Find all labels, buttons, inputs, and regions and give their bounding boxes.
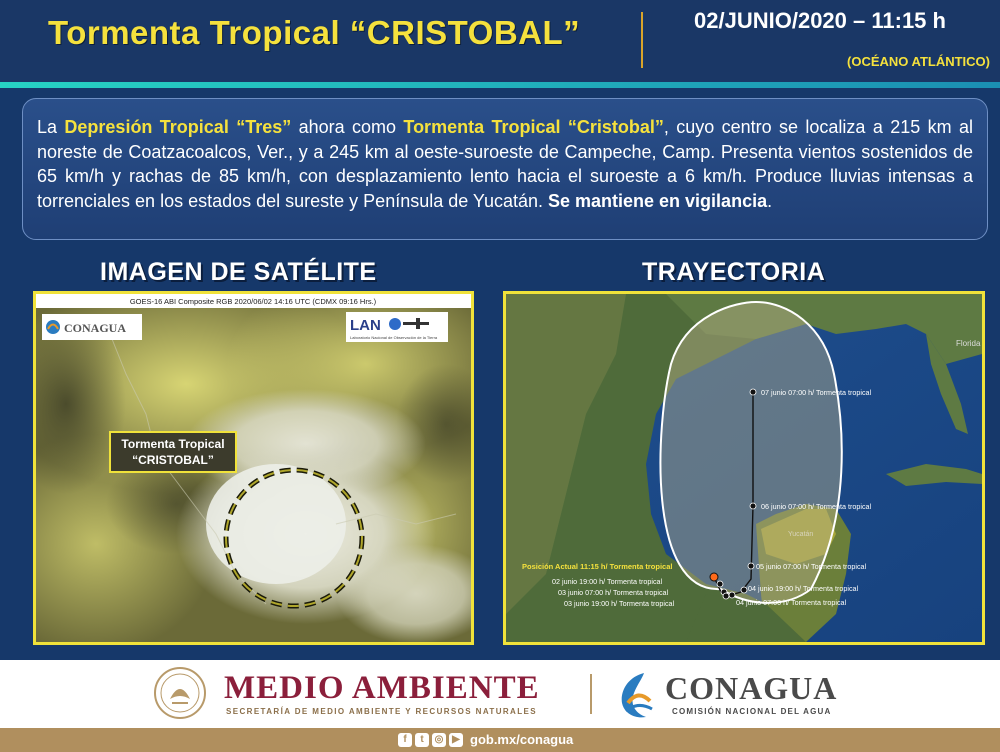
depression-name: Depresión Tropical “Tres” (64, 117, 292, 137)
vigilance-status: Se mantiene en vigilancia (548, 190, 768, 211)
header-stripe (0, 82, 1000, 88)
satellite-caption: GOES-16 ABI Composite RGB 2020/06/02 14:16 UTC (CDMX 09:16 Hrs.) (129, 297, 377, 306)
lanot-logo (346, 312, 448, 342)
medio-ambiente-subtitle: SECRETARÍA DE MEDIO AMBIENTE Y RECURSOS NATURALES (226, 707, 537, 716)
svg-text:“CRISTOBAL”: “CRISTOBAL” (132, 453, 214, 467)
twitter-icon[interactable]: t (415, 733, 429, 747)
header-divider (641, 12, 643, 68)
website-link[interactable]: gob.mx/conagua (470, 732, 574, 747)
label-jun05: 05 junio 07:00 h/ Tormenta tropical (756, 562, 867, 571)
mexico-seal-icon (150, 665, 210, 721)
svg-text:LAN: LAN (350, 317, 381, 334)
facebook-icon[interactable]: f (398, 733, 412, 747)
track-point-jun02-19 (717, 581, 723, 587)
yucatan-label: Yucatán (788, 531, 814, 538)
conagua-logo-icon (614, 667, 660, 721)
label-jun03-07: 03 junio 07:00 h/ Tormenta tropical (558, 588, 669, 597)
current-position-label: Posición Actual 11:15 h/ Tormenta tropical (522, 562, 673, 571)
conagua-title: CONAGUA (665, 670, 838, 706)
track-point-jun05 (748, 563, 754, 569)
bulletin-datetime: 02/JUNIO/2020 – 11:15 h (694, 8, 946, 33)
bottom-bar (0, 728, 1000, 752)
footer-divider (590, 674, 592, 714)
track-point-jun04-19 (741, 587, 747, 593)
track-point-jun06 (750, 503, 756, 509)
description-box (22, 98, 988, 240)
youtube-icon[interactable]: ▶ (449, 733, 463, 747)
trajectory-section-title: TRAYECTORIA (642, 258, 826, 286)
medio-ambiente-title: MEDIO AMBIENTE (224, 670, 540, 706)
current-position-marker (710, 573, 718, 581)
label-jun02-19: 02 junio 19:00 h/ Tormenta tropical (552, 577, 663, 586)
trajectory-map-panel (503, 291, 985, 645)
satellite-section-title: IMAGEN DE SATÉLITE (100, 258, 377, 286)
conagua-logo-small (42, 314, 142, 340)
instagram-icon[interactable]: ◎ (432, 733, 446, 747)
svg-text:Laboratorio Nacional de Observ: Laboratorio Nacional de Observación de la Tierra (350, 335, 438, 340)
track-point-jun03-19 (723, 593, 729, 599)
label-jun06: 06 junio 07:00 h/ Tormenta tropical (761, 502, 872, 511)
satellite-image-panel (33, 291, 474, 645)
header-bar (0, 0, 1000, 82)
label-jun04-19: 04 junio 19:00 h/ Tormenta tropical (748, 584, 859, 593)
florida-label: Florida (956, 339, 981, 348)
track-point-jun04-07 (729, 592, 735, 598)
label-jun04-07: 04 junio 07:00 h/ Tormenta tropical (736, 598, 847, 607)
page-title: Tormenta Tropical “CRISTOBAL” (48, 14, 581, 51)
svg-text:CONAGUA: CONAGUA (64, 321, 126, 335)
conagua-subtitle: COMISIÓN NACIONAL DEL AGUA (672, 707, 832, 716)
track-point-jun07 (750, 389, 756, 395)
storm-label-box (110, 432, 236, 472)
label-jun03-19: 03 junio 19:00 h/ Tormenta tropical (564, 599, 675, 608)
footer (0, 660, 1000, 728)
label-jun07: 07 junio 07:00 h/ Tormenta tropical (761, 388, 872, 397)
storm-name: Tormenta Tropical “Cristobal” (403, 117, 664, 137)
social-icons (398, 733, 463, 747)
svg-text:Tormenta Tropical: Tormenta Tropical (121, 437, 225, 451)
description-text: La Depresión Tropical “Tres” ahora como Tormenta Tropical “Cristobal”, cuyo centro se localiza a 215 km al noreste de Coatzacoalcos, Ver., y a 245 km al oeste-suroeste de Campeche, Camp. Presenta vientos sostenidos de 65 km/h y rachas de 85 km/h, con desplazamiento lento hacia el suroeste a 6 km/h. Produce lluvias intensas a torrenciales en los estados del sureste y Península de Yucatán. Se mantiene en vigilancia. (37, 117, 973, 211)
ocean-label: (OCÉANO ATLÁNTICO) (847, 54, 990, 69)
